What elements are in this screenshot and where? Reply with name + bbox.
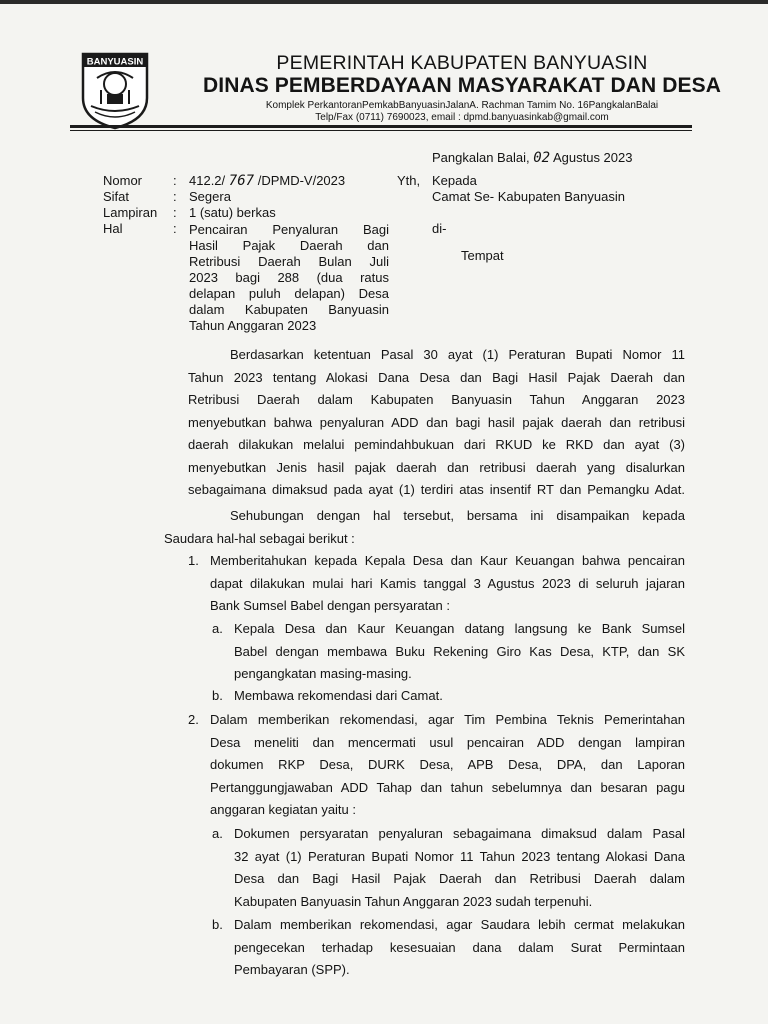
nomor-suffix: /DPMD-V/2023 — [257, 173, 346, 188]
lampiran-label: Lampiran — [103, 205, 158, 220]
body-line: Kepala Desa dan Kaur Keuangan datang langsung ke Bank Sumsel — [234, 621, 685, 636]
body-line: pengecekan terhadap kesesuaian dana dalam Surat Permintaan — [234, 939, 685, 955]
hal-line: delapan puluh delapan) Desa — [189, 286, 389, 301]
body-line: dokumen RKP Desa, DURK Desa, APB Desa, DPA, dan Laporan — [210, 757, 685, 772]
hal-line: 2023 bagi 288 (dua ratus — [189, 270, 389, 285]
hal-subject — [189, 222, 389, 334]
body-line: Desa dan Bagi Hasil Pajak Daerah dan Retribusi Daerah dalam — [234, 871, 685, 886]
letterhead-contact: Telp/Fax (0711) 7690023, email : dpmd.banyuasinkab@gmail.com — [315, 112, 609, 123]
body-line: anggaran kegiatan yaitu : — [210, 802, 356, 817]
hal-line: Retribusi Daerah Bulan Juli — [189, 254, 389, 269]
list-item-2 — [210, 709, 685, 822]
body-line: Bank Sumsel Babel dengan persyaratan : — [210, 598, 450, 613]
body-line: Babel dengan membawa Buku Rekening Giro Kas Desa, KTP, dan SK — [234, 643, 685, 659]
list-item-2b — [234, 914, 685, 982]
kepada-label: Kepada — [432, 173, 477, 188]
hal-line: dalam Kabupaten Banyuasin — [189, 302, 389, 317]
list-marker: 1. — [188, 553, 199, 568]
banyuasin-crest-logo — [77, 50, 153, 130]
list-marker: 2. — [188, 712, 199, 727]
body-line: sebagaimana dimaksud pada ayat (1) terdiri atas insentif RT dan Pemangku Adat. — [188, 482, 685, 497]
body-line: pengangkatan masing-masing. — [234, 666, 412, 681]
body-line: Pembayaran (SPP). — [234, 962, 350, 977]
nomor-prefix: 412.2/ — [189, 173, 226, 188]
body-line: Kabupaten Banyuasin Tahun Anggaran 2023 sudah terpenuhi. — [234, 893, 593, 909]
addressee-name: Camat Se- Kabupaten Banyuasin — [432, 189, 625, 204]
yth-label: Yth, — [397, 173, 421, 188]
nomor-label: Nomor — [103, 173, 143, 188]
date-place: Pangkalan Balai, — [432, 150, 530, 165]
body-line: Tahun 2023 tentang Alokasi Dana Desa dan Bagi Hasil Pajak Daerah dan — [188, 369, 685, 385]
date-month-year: Agustus 2023 — [552, 150, 633, 165]
paragraph-legal-basis — [188, 344, 685, 502]
body-line: daerah dilakukan melalui pemindahbukuan dari RKUD ke RKD dan ayat (3) — [188, 437, 685, 452]
letterhead-rule-thick — [70, 125, 692, 128]
sub-list-marker: b. — [212, 688, 223, 703]
body-line: menyebutkan bahwa penyaluran ADD dan bagi hasil pajak daerah dan retribusi — [188, 414, 685, 430]
nomor-colon: : — [173, 173, 177, 188]
scan-top-edge — [0, 0, 768, 4]
list-item-1 — [210, 550, 685, 618]
letter-date — [432, 150, 632, 166]
paragraph-intro — [188, 505, 685, 528]
sifat-value: Segera — [189, 189, 231, 204]
body-line: Dalam memberikan rekomendasi, agar Tim Pembina Teknis Pemerintahan — [210, 712, 685, 727]
hal-line: Hasil Pajak Daerah dan — [189, 238, 389, 253]
hal-colon: : — [173, 221, 177, 236]
letterhead-rule-thin — [70, 130, 692, 131]
sub-list-marker: a. — [212, 621, 223, 636]
body-line: menyebutkan Jenis hasil pajak daerah dan retribusi daerah yang disalurkan — [188, 459, 685, 475]
hal-line: Pencairan Penyaluran Bagi — [189, 222, 389, 237]
list-item-1b — [234, 685, 685, 708]
letterhead-government: PEMERINTAH KABUPATEN BANYUASIN — [276, 52, 648, 74]
body-line: Desa meneliti dan mencermati usul pencairan ADD dengan lampiran — [210, 734, 685, 750]
nomor-value — [189, 173, 345, 189]
sub-list-marker: b. — [212, 917, 223, 932]
lampiran-value: 1 (satu) berkas — [189, 205, 276, 220]
body-line: 32 ayat (1) Peraturan Bupati Nomor 11 Tahun 2023 tentang Alokasi Dana — [234, 848, 685, 864]
sifat-colon: : — [173, 189, 177, 204]
nomor-handwritten: 767 — [228, 173, 255, 189]
paragraph-intro-cont — [164, 528, 685, 551]
date-day-handwritten: 02 — [533, 150, 551, 166]
list-item-1a — [234, 618, 685, 686]
body-line: Berdasarkan ketentuan Pasal 30 ayat (1) Peraturan Bupati Nomor 11 — [230, 347, 685, 362]
sub-list-marker: a. — [212, 826, 223, 841]
body-line: Sehubungan dengan hal tersebut, bersama ini disampaikan kepada — [230, 508, 685, 523]
body-line: Membawa rekomendasi dari Camat. — [234, 688, 443, 703]
list-item-2a — [234, 823, 685, 913]
body-line: Dokumen persyaratan penyaluran sebagaimana dimaksud dalam Pasal — [234, 826, 685, 841]
letterhead-agency: DINAS PEMBERDAYAAN MASYARAKAT DAN DESA — [203, 74, 721, 97]
body-line: Retribusi Daerah dalam Kabupaten Banyuasin Tahun Anggaran 2023 — [188, 392, 685, 407]
addressee-di: di- — [432, 221, 447, 236]
hal-line: Tahun Anggaran 2023 — [189, 318, 317, 333]
addressee-tempat: Tempat — [461, 248, 504, 263]
sifat-label: Sifat — [103, 189, 130, 204]
body-line: Dalam memberikan rekomendasi, agar Saudara lebih cermat melakukan — [234, 917, 685, 932]
body-line: Memberitahukan kepada Kepala Desa dan Kaur Keuangan bahwa pencairan — [210, 553, 685, 568]
lampiran-colon: : — [173, 205, 177, 220]
body-line: dapat dilakukan mulai hari Kamis tanggal 3 Agustus 2023 di seluruh jajaran — [210, 575, 685, 591]
body-line: Saudara hal-hal sebagai berikut : — [164, 531, 355, 546]
body-line: Pertanggungjawaban ADD Tahap dan tahun sebelumnya dan besaran pagu — [210, 779, 685, 795]
letterhead-address: Komplek PerkantoranPemkabBanyuasinJalanA. Rachman Tamim No. 16PangkalanBalai — [265, 100, 659, 111]
logo-label: BANYUASIN — [86, 56, 144, 68]
hal-label: Hal — [103, 221, 123, 236]
